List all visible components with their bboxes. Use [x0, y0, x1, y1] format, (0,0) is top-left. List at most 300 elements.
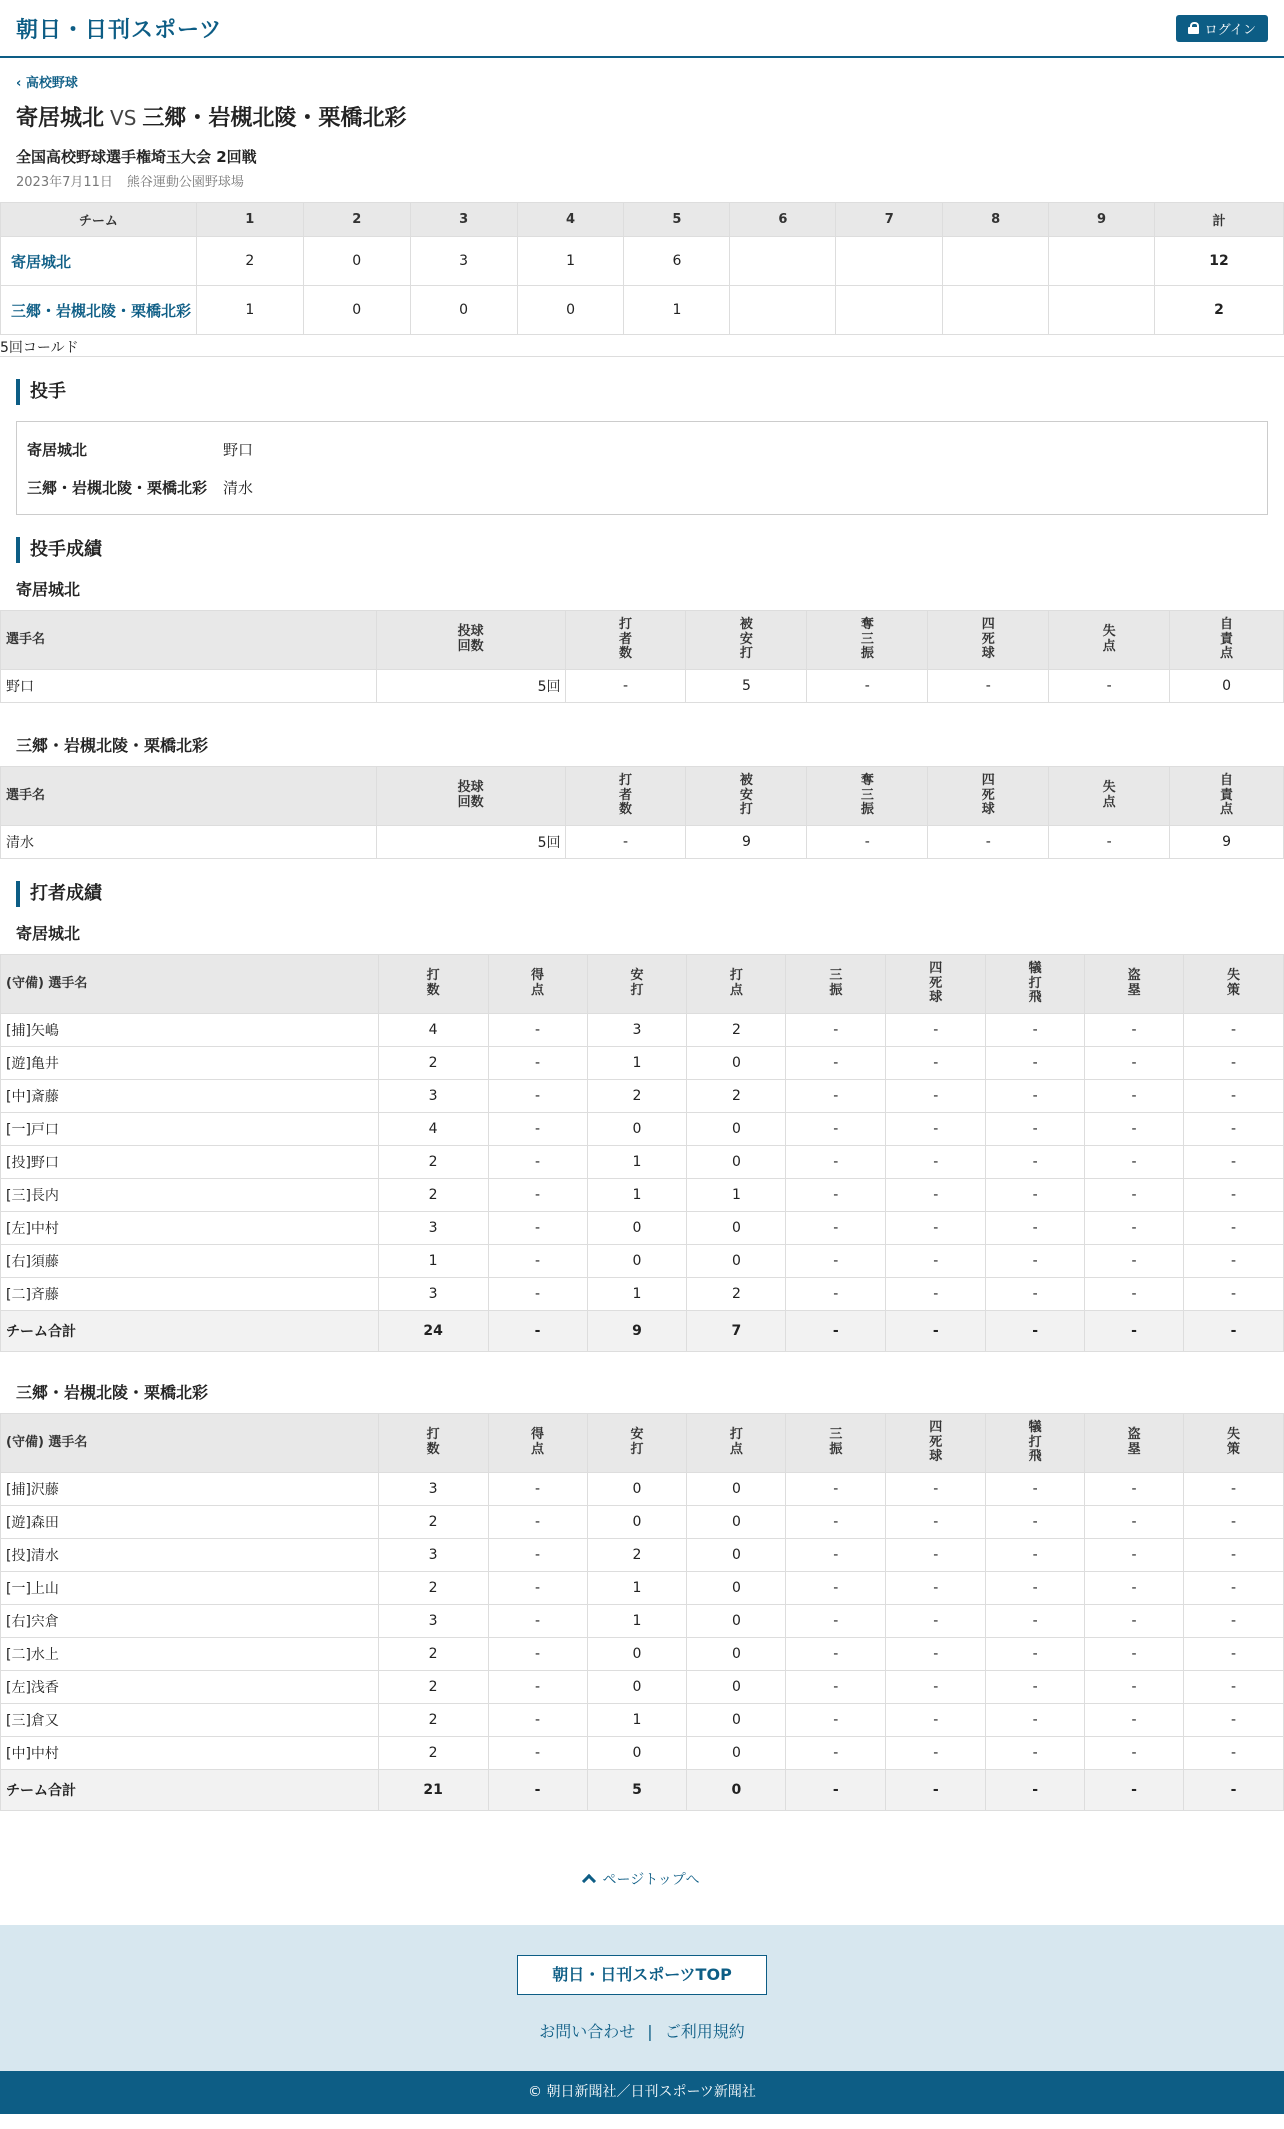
team-total-label: チーム合計 [1, 1770, 379, 1811]
stat-cell: 1 [378, 1245, 488, 1278]
stat-cell: 1 [687, 1179, 786, 1212]
lock-icon [1188, 22, 1199, 34]
column-header-text: 盗塁 [1127, 1427, 1141, 1457]
stat-cell: - [786, 1473, 886, 1506]
stat-cell: - [1085, 1539, 1184, 1572]
stat-cell: - [886, 1245, 986, 1278]
scoreboard-header-cell: 1 [196, 203, 303, 237]
logo-text: 朝日・日刊スポーツ [16, 17, 223, 43]
stat-cell: - [565, 826, 686, 859]
column-header-text: 打数 [426, 968, 440, 998]
stat-cell: - [886, 1278, 986, 1311]
page-top-link[interactable] [0, 1869, 1284, 1925]
column-header [1085, 955, 1184, 1014]
column-header [687, 1414, 786, 1473]
player-name: [投]野口 [1, 1146, 379, 1179]
stat-cell: - [1085, 1113, 1184, 1146]
stat-cell: 0 [687, 1245, 786, 1278]
game-venue: 熊谷運動公園野球場 [126, 175, 244, 190]
stat-cell: - [986, 1770, 1085, 1811]
total-score: 12 [1155, 237, 1284, 286]
column-header [1184, 1414, 1284, 1473]
stat-cell: - [886, 1572, 986, 1605]
player-name: 清水 [1, 826, 377, 859]
column-header [886, 955, 986, 1014]
column-header-text: 奪三振 [860, 616, 874, 662]
player-name: [右]須藤 [1, 1245, 379, 1278]
batting-row [1, 1704, 1284, 1737]
stat-cell: - [1184, 1770, 1284, 1811]
stat-cell: 24 [378, 1311, 488, 1352]
stat-cell: - [886, 1146, 986, 1179]
stat-cell: 2 [378, 1704, 488, 1737]
stat-cell: - [488, 1245, 587, 1278]
stat-cell: 3 [378, 1212, 488, 1245]
stat-cell: - [986, 1278, 1085, 1311]
stat-cell: - [488, 1047, 587, 1080]
column-header [1170, 611, 1284, 670]
stat-cell: 1 [587, 1278, 687, 1311]
column-header-text: 犠打飛 [1028, 960, 1042, 1006]
stat-cell: - [565, 670, 686, 703]
stat-cell: - [488, 1506, 587, 1539]
batting-row [1, 1245, 1284, 1278]
stat-cell: - [1085, 1770, 1184, 1811]
stat-cell: - [1184, 1245, 1284, 1278]
column-header [587, 955, 687, 1014]
stat-cell: 3 [378, 1080, 488, 1113]
stat-cell: - [786, 1638, 886, 1671]
away-team-title: 三郷・岩槻北陵・栗橋北彩 [142, 106, 407, 131]
batting-table [0, 954, 1284, 1352]
column-header-text: 奪三振 [860, 772, 874, 818]
inning-score: 2 [196, 237, 303, 286]
column-header: 選手名 [1, 767, 377, 826]
column-header-text: 被安打 [739, 616, 753, 662]
stat-cell: - [1184, 1605, 1284, 1638]
stat-cell: - [1085, 1278, 1184, 1311]
stat-cell: - [1184, 1047, 1284, 1080]
stat-cell: - [488, 1278, 587, 1311]
pitching-row [1, 670, 1284, 703]
scoreboard-row [1, 286, 1284, 335]
stat-cell: 0 [587, 1638, 687, 1671]
stat-cell: - [886, 1539, 986, 1572]
inning-score: 1 [517, 237, 624, 286]
column-header [488, 955, 587, 1014]
stat-cell: - [1085, 1473, 1184, 1506]
column-header: 選手名 [1, 611, 377, 670]
stat-cell: - [807, 670, 928, 703]
batting-row [1, 1146, 1284, 1179]
column-header-text: 三振 [829, 968, 843, 998]
batting-row [1, 1638, 1284, 1671]
game-note: 5回コールド [0, 335, 1284, 357]
stat-cell: - [1085, 1605, 1184, 1638]
player-name: [遊]森田 [1, 1506, 379, 1539]
batting-row [1, 1278, 1284, 1311]
stat-cell: 1 [587, 1146, 687, 1179]
stat-cell: - [886, 1770, 986, 1811]
stat-cell: - [786, 1704, 886, 1737]
scoreboard-header-cell: 7 [836, 203, 943, 237]
stat-cell: - [488, 1473, 587, 1506]
team-total-label: チーム合計 [1, 1311, 379, 1352]
stat-cell: 0 [587, 1506, 687, 1539]
batting-heading: 打者成績 [16, 881, 1268, 907]
stat-cell: - [488, 1146, 587, 1179]
stat-cell: 9 [686, 826, 807, 859]
batting-team-name: 寄居城北 [16, 924, 81, 943]
stat-cell: - [1085, 1146, 1184, 1179]
inning-score [943, 286, 1049, 335]
page-title [0, 91, 1284, 132]
stat-cell: - [1184, 1080, 1284, 1113]
stat-cell: 4 [378, 1014, 488, 1047]
stat-cell: - [786, 1179, 886, 1212]
stat-cell: - [986, 1572, 1085, 1605]
pitching-row [1, 826, 1284, 859]
column-header-text: 失策 [1227, 1427, 1241, 1457]
batting-row [1, 1080, 1284, 1113]
site-header [0, 0, 1284, 58]
inning-score: 0 [303, 237, 410, 286]
scoreboard-header-cell: 9 [1049, 203, 1155, 237]
column-header-text: 四死球 [929, 960, 943, 1006]
stat-cell: - [1184, 1473, 1284, 1506]
stat-cell: 0 [587, 1113, 687, 1146]
player-name: [左]中村 [1, 1212, 379, 1245]
login-label: ログイン [1204, 22, 1256, 38]
site-top-button[interactable]: 朝日・日刊スポーツTOP [517, 1955, 767, 1995]
column-header: (守備) 選手名 [1, 955, 379, 1014]
stat-cell: - [1184, 1704, 1284, 1737]
inning-score: 3 [410, 237, 517, 286]
stat-cell: 2 [378, 1638, 488, 1671]
column-header [1184, 955, 1284, 1014]
batting-row [1, 1014, 1284, 1047]
column-header [378, 955, 488, 1014]
stat-cell: - [786, 1014, 886, 1047]
stat-cell: - [1085, 1245, 1184, 1278]
game-info [0, 167, 1284, 190]
stat-cell: 2 [378, 1047, 488, 1080]
stat-cell: 5 [587, 1770, 687, 1811]
column-header-text: 打者数 [619, 772, 633, 818]
column-header [376, 767, 565, 826]
column-header [1170, 767, 1284, 826]
stat-cell: - [488, 1080, 587, 1113]
column-header-text: 打数 [426, 1427, 440, 1457]
stat-cell: - [786, 1113, 886, 1146]
stat-cell: - [1184, 1539, 1284, 1572]
stat-cell: 1 [587, 1047, 687, 1080]
column-header [1049, 767, 1170, 826]
footer-links [0, 1925, 1284, 2071]
stat-cell: - [1085, 1014, 1184, 1047]
column-header [807, 767, 928, 826]
stat-cell: - [1085, 1212, 1184, 1245]
stat-cell: - [488, 1704, 587, 1737]
stat-cell: - [488, 1539, 587, 1572]
scoreboard-header-cell: 5 [624, 203, 730, 237]
player-name: [中]斎藤 [1, 1080, 379, 1113]
game-date: 2023年7月11日 [16, 175, 113, 190]
pitcher-row [27, 430, 1257, 468]
stat-cell: - [986, 1014, 1085, 1047]
stat-cell: 9 [1170, 826, 1284, 859]
stat-cell: 0 [687, 1572, 786, 1605]
player-name: [三]長内 [1, 1179, 379, 1212]
batting-header-row [1, 955, 1284, 1014]
batting-row [1, 1506, 1284, 1539]
login-button[interactable] [1176, 15, 1268, 42]
stat-cell: - [786, 1770, 886, 1811]
player-name: [三]倉又 [1, 1704, 379, 1737]
batting-row [1, 1671, 1284, 1704]
inning-score: 0 [303, 286, 410, 335]
page-top-label: ページトップへ [602, 1872, 700, 1888]
stat-cell: - [1184, 1113, 1284, 1146]
player-name: [二]水上 [1, 1638, 379, 1671]
scoreboard-header-cell: 計 [1155, 203, 1284, 237]
player-name: [中]中村 [1, 1737, 379, 1770]
stat-cell: - [1184, 1638, 1284, 1671]
pitcher-team: 寄居城北 [27, 440, 88, 459]
column-header-text: 失策 [1227, 968, 1241, 998]
batting-row [1, 1605, 1284, 1638]
stat-cell: 3 [378, 1473, 488, 1506]
stat-cell: - [886, 1671, 986, 1704]
stat-cell: 2 [378, 1737, 488, 1770]
pitching-area [0, 563, 1284, 859]
column-header [687, 955, 786, 1014]
column-header-text: 安打 [630, 1427, 644, 1457]
scoreboard-header-cell: チーム [1, 203, 197, 237]
stat-cell: 0 [687, 1113, 786, 1146]
column-header [1049, 611, 1170, 670]
pitching-header-row [1, 611, 1284, 670]
column-header [488, 1414, 587, 1473]
stat-cell: - [986, 1737, 1085, 1770]
column-header [928, 767, 1049, 826]
stat-cell: 0 [587, 1212, 687, 1245]
stat-cell: 0 [587, 1245, 687, 1278]
column-header: (守備) 選手名 [1, 1414, 379, 1473]
pitching-header-row [1, 767, 1284, 826]
column-header [686, 767, 807, 826]
pitcher-name: 野口 [223, 440, 254, 459]
stat-cell: - [488, 1770, 587, 1811]
stat-cell: 5回 [376, 826, 565, 859]
stat-cell: - [786, 1278, 886, 1311]
stat-cell: - [886, 1047, 986, 1080]
batting-row [1, 1179, 1284, 1212]
stat-cell: 1 [587, 1704, 687, 1737]
inning-score [836, 286, 943, 335]
stat-cell: - [786, 1506, 886, 1539]
stat-cell: - [986, 1080, 1085, 1113]
stat-cell: - [1184, 1146, 1284, 1179]
stat-cell: - [886, 1605, 986, 1638]
inning-score [730, 286, 836, 335]
stat-cell: - [1085, 1179, 1184, 1212]
tournament-name: 全国高校野球選手権埼玉大会 2回戦 [16, 148, 257, 166]
column-header [886, 1414, 986, 1473]
stat-cell: - [488, 1212, 587, 1245]
player-name: [一]戸口 [1, 1113, 379, 1146]
stat-cell: 2 [687, 1278, 786, 1311]
player-name: [捕]矢嶋 [1, 1014, 379, 1047]
contact-link[interactable]: お問い合わせ [539, 2022, 636, 2041]
stat-cell: - [886, 1113, 986, 1146]
stat-cell: - [986, 1671, 1085, 1704]
stat-cell: - [986, 1146, 1085, 1179]
stat-cell: - [886, 1638, 986, 1671]
stat-cell: - [886, 1212, 986, 1245]
stat-cell: - [786, 1737, 886, 1770]
stat-cell: - [1085, 1047, 1184, 1080]
stat-cell: - [488, 1113, 587, 1146]
inning-score [1049, 237, 1155, 286]
column-header-text: 自責点 [1220, 616, 1234, 662]
team-link[interactable]: 寄居城北 [1, 237, 197, 286]
stat-cell: 1 [587, 1179, 687, 1212]
scoreboard-header-cell: 3 [410, 203, 517, 237]
stat-cell: 1 [587, 1572, 687, 1605]
column-header [807, 611, 928, 670]
scoreboard-table [0, 202, 1284, 335]
column-header [565, 767, 686, 826]
column-header [565, 611, 686, 670]
inning-score [943, 237, 1049, 286]
stat-cell: - [1085, 1080, 1184, 1113]
stat-cell: 21 [378, 1770, 488, 1811]
column-header-text: 得点 [531, 968, 545, 998]
column-header-text: 安打 [630, 968, 644, 998]
stat-cell: - [1085, 1704, 1184, 1737]
stat-cell: 1 [587, 1605, 687, 1638]
stat-cell: - [1184, 1572, 1284, 1605]
pitcher-team: 三郷・岩槻北陵・栗橋北彩 [27, 478, 208, 497]
stat-cell: - [786, 1080, 886, 1113]
stat-cell: - [1085, 1506, 1184, 1539]
stat-cell: - [786, 1245, 886, 1278]
stat-cell: - [786, 1212, 886, 1245]
stat-cell: 3 [378, 1278, 488, 1311]
copyright: © 朝日新聞社／日刊スポーツ新聞社 [0, 2071, 1284, 2114]
total-score: 2 [1155, 286, 1284, 335]
column-header-text: 打点 [729, 968, 743, 998]
stat-cell: 0 [687, 1638, 786, 1671]
column-header [587, 1414, 687, 1473]
batting-row [1, 1113, 1284, 1146]
inning-score: 0 [517, 286, 624, 335]
stat-cell: - [986, 1179, 1085, 1212]
stat-cell: - [886, 1311, 986, 1352]
column-header-text: 盗塁 [1127, 968, 1141, 998]
column-header-text: 投球回数 [457, 780, 484, 810]
stat-cell: - [1049, 826, 1170, 859]
stat-cell: - [928, 670, 1049, 703]
batting-row [1, 1473, 1284, 1506]
stat-cell: 2 [378, 1146, 488, 1179]
stat-cell: 5回 [376, 670, 565, 703]
column-header-text: 犠打飛 [1028, 1419, 1042, 1465]
team-link[interactable]: 三郷・岩槻北陵・栗橋北彩 [1, 286, 197, 335]
stat-cell: 2 [687, 1014, 786, 1047]
column-header-text: 打者数 [619, 616, 633, 662]
footer-separator: | [647, 2022, 653, 2041]
stat-cell: 0 [687, 1506, 786, 1539]
stat-cell: - [986, 1638, 1085, 1671]
scoreboard-header-cell: 4 [517, 203, 624, 237]
column-header-text: 四死球 [929, 1419, 943, 1465]
breadcrumb[interactable] [0, 58, 1284, 91]
column-header-text: 打点 [729, 1427, 743, 1457]
pitchers-heading: 投手 [16, 379, 1268, 405]
stat-cell: 5 [686, 670, 807, 703]
stat-cell: - [886, 1179, 986, 1212]
column-header-text: 失点 [1102, 624, 1116, 654]
stat-cell: - [986, 1506, 1085, 1539]
stat-cell: - [786, 1671, 886, 1704]
stat-cell: - [886, 1080, 986, 1113]
pitching-team-name: 寄居城北 [16, 580, 81, 599]
breadcrumb-label: 高校野球 [25, 76, 78, 91]
column-header-text: 四死球 [981, 616, 995, 662]
terms-link[interactable]: ご利用規約 [664, 2022, 745, 2041]
footer-nav [0, 2019, 1284, 2042]
inning-score [836, 237, 943, 286]
stat-cell: - [886, 1506, 986, 1539]
column-header [686, 611, 807, 670]
column-header-text: 投球回数 [457, 624, 484, 654]
column-header [986, 955, 1085, 1014]
stat-cell: 2 [587, 1080, 687, 1113]
stat-cell: - [786, 1311, 886, 1352]
stat-cell: 2 [587, 1539, 687, 1572]
stat-cell: - [986, 1113, 1085, 1146]
column-header-text: 四死球 [981, 772, 995, 818]
stat-cell: - [986, 1704, 1085, 1737]
column-header-text: 被安打 [739, 772, 753, 818]
site-logo[interactable] [16, 13, 222, 44]
inning-score [730, 237, 836, 286]
stat-cell: - [1085, 1638, 1184, 1671]
stat-cell: - [1085, 1671, 1184, 1704]
stat-cell: - [1184, 1212, 1284, 1245]
stat-cell: 0 [687, 1737, 786, 1770]
player-name: [一]上山 [1, 1572, 379, 1605]
stat-cell: 0 [587, 1671, 687, 1704]
stat-cell: 0 [687, 1704, 786, 1737]
stat-cell: 4 [378, 1113, 488, 1146]
stat-cell: - [1184, 1311, 1284, 1352]
scoreboard-header-cell: 2 [303, 203, 410, 237]
stat-cell: - [1184, 1179, 1284, 1212]
stat-cell: - [488, 1638, 587, 1671]
stat-cell: 3 [587, 1014, 687, 1047]
column-header-text: 自責点 [1220, 772, 1234, 818]
batting-table [0, 1413, 1284, 1811]
column-header-text: 失点 [1102, 780, 1116, 810]
stat-cell: 0 [687, 1770, 786, 1811]
column-header [378, 1414, 488, 1473]
stat-cell: - [986, 1212, 1085, 1245]
pitcher-row [27, 468, 1257, 506]
player-name: [二]斉藤 [1, 1278, 379, 1311]
